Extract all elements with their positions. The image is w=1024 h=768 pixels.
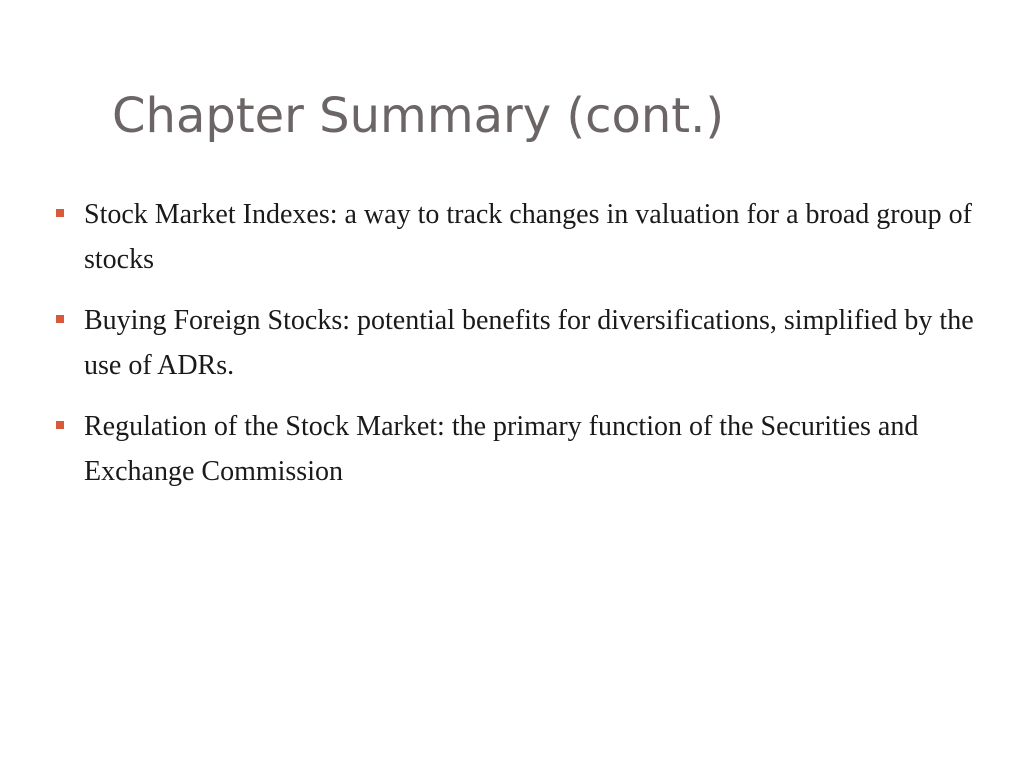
bullet-list: [56, 192, 1001, 510]
bullet-item: [56, 298, 1001, 388]
square-bullet-icon: [56, 209, 64, 217]
bullet-text: Buying Foreign Stocks: potential benefits for diversifications, simplified by the use of ADRs.: [84, 305, 974, 381]
slide-title: Chapter Summary (cont.): [112, 88, 725, 144]
bullet-item: [56, 404, 1001, 494]
square-bullet-icon: [56, 421, 64, 429]
bullet-text: Stock Market Indexes: a way to track changes in valuation for a broad group of stocks: [84, 199, 972, 275]
bullet-item: [56, 192, 1001, 282]
bullet-text: Regulation of the Stock Market: the primary function of the Securities and Exchange Commission: [84, 411, 919, 487]
square-bullet-icon: [56, 315, 64, 323]
